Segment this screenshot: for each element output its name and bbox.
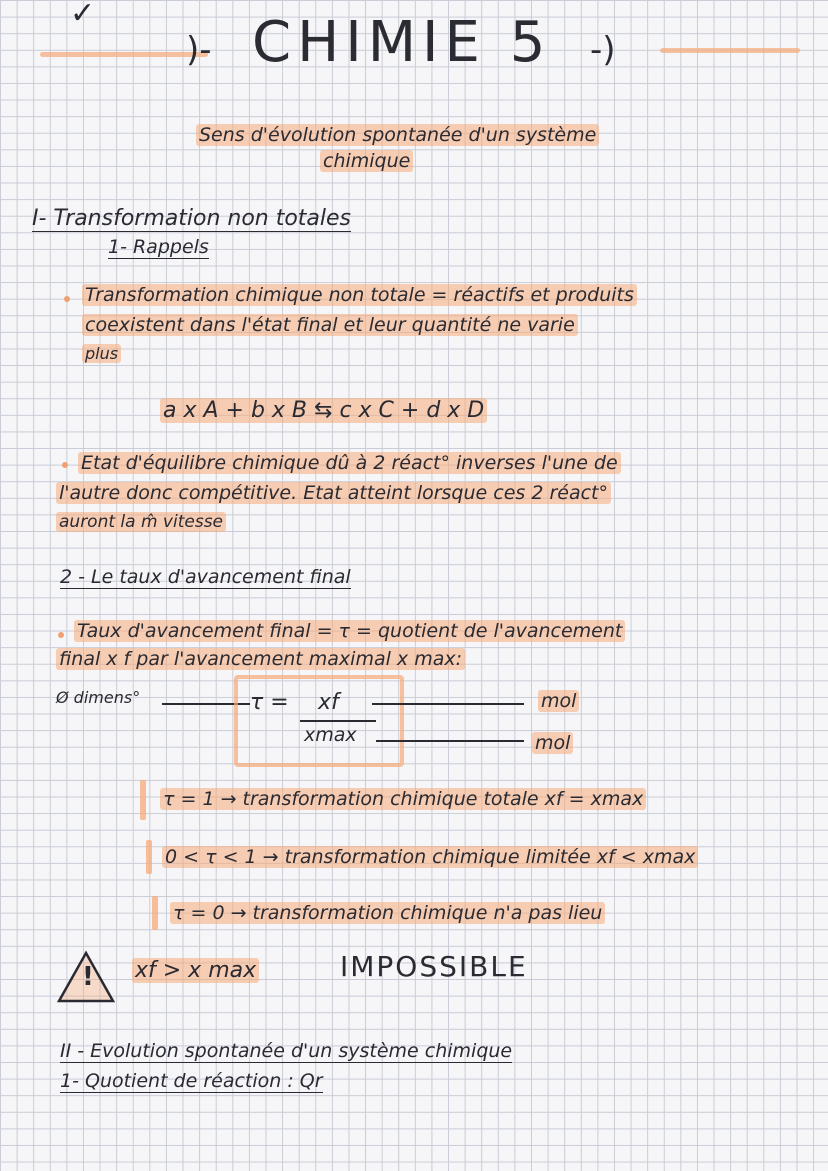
bullet1-line2: coexistent dans l'état final et leur quantité ne varie: [82, 314, 578, 336]
section1-subtitle: 1- Rappels: [108, 236, 209, 258]
subtitle-line2: chimique: [320, 150, 413, 172]
case-bar: [152, 896, 158, 930]
page-title: CHIMIE 5: [252, 10, 552, 75]
section2-title: II - Evolution spontanée d'un système chimique: [60, 1040, 513, 1062]
bullet2-line2: l'autre donc compétitive. Etat atteint lorsque ces 2 réact°: [56, 482, 611, 504]
checkmark-icon: ✓: [70, 0, 96, 31]
bullet3-line2: final x f par l'avancement maximal x max:: [56, 648, 465, 670]
bullet2-line1: Etat d'équilibre chimique dû à 2 réact° inverses l'une de: [78, 452, 621, 474]
title-bracket-left: )-: [186, 30, 212, 70]
bullet-dot: [62, 462, 68, 468]
section2-subtitle: 1- Quotient de réaction : Qr: [60, 1070, 323, 1092]
case-bar: [146, 840, 152, 874]
formula-numerator: xf: [318, 690, 339, 715]
bullet2-line3: auront la m̂ vitesse: [56, 512, 226, 532]
case-bar: [140, 780, 146, 820]
title-bracket-right: -): [590, 30, 616, 70]
bullet3-line1: Taux d'avancement final = τ = quotient de l'avancement: [74, 620, 625, 642]
subtitle-line1: Sens d'évolution spontanée d'un système: [196, 124, 599, 146]
title-line-right: [660, 48, 800, 53]
bullet-dot: [64, 296, 70, 302]
tau-symbol: τ =: [250, 690, 289, 715]
numerator-unit-line: [372, 703, 524, 705]
section1-title: I- Transformation non totales: [32, 206, 352, 231]
bullet1-line1: Transformation chimique non totale = réactifs et produits: [82, 284, 637, 306]
impossible-label: IMPOSSIBLE: [340, 950, 528, 983]
unit-denominator: mol: [532, 732, 573, 754]
dimensionless-label: Ø dimens°: [56, 688, 141, 707]
bullet1-line3: plus: [82, 344, 121, 363]
case-total: τ = 1 → transformation chimique totale xf = xmax: [160, 788, 646, 810]
title-line-left: [40, 52, 208, 57]
formula-denominator: xmax: [304, 724, 357, 746]
case-none: τ = 0 → transformation chimique n'a pas lieu: [170, 902, 605, 924]
bullet-dot: [58, 632, 64, 638]
warning-expression: xf > x max: [132, 958, 259, 983]
section1-subtitle2: 2 - Le taux d'avancement final: [60, 566, 351, 588]
unit-numerator: mol: [538, 690, 579, 712]
reaction-equation: a x A + b x B ⇆ c x C + d x D: [160, 398, 487, 423]
fraction-bar: [300, 720, 376, 722]
case-limited: 0 < τ < 1 → transformation chimique limitée xf < xmax: [162, 846, 698, 868]
warning-mark: !: [82, 962, 94, 992]
denominator-unit-line: [376, 740, 524, 742]
